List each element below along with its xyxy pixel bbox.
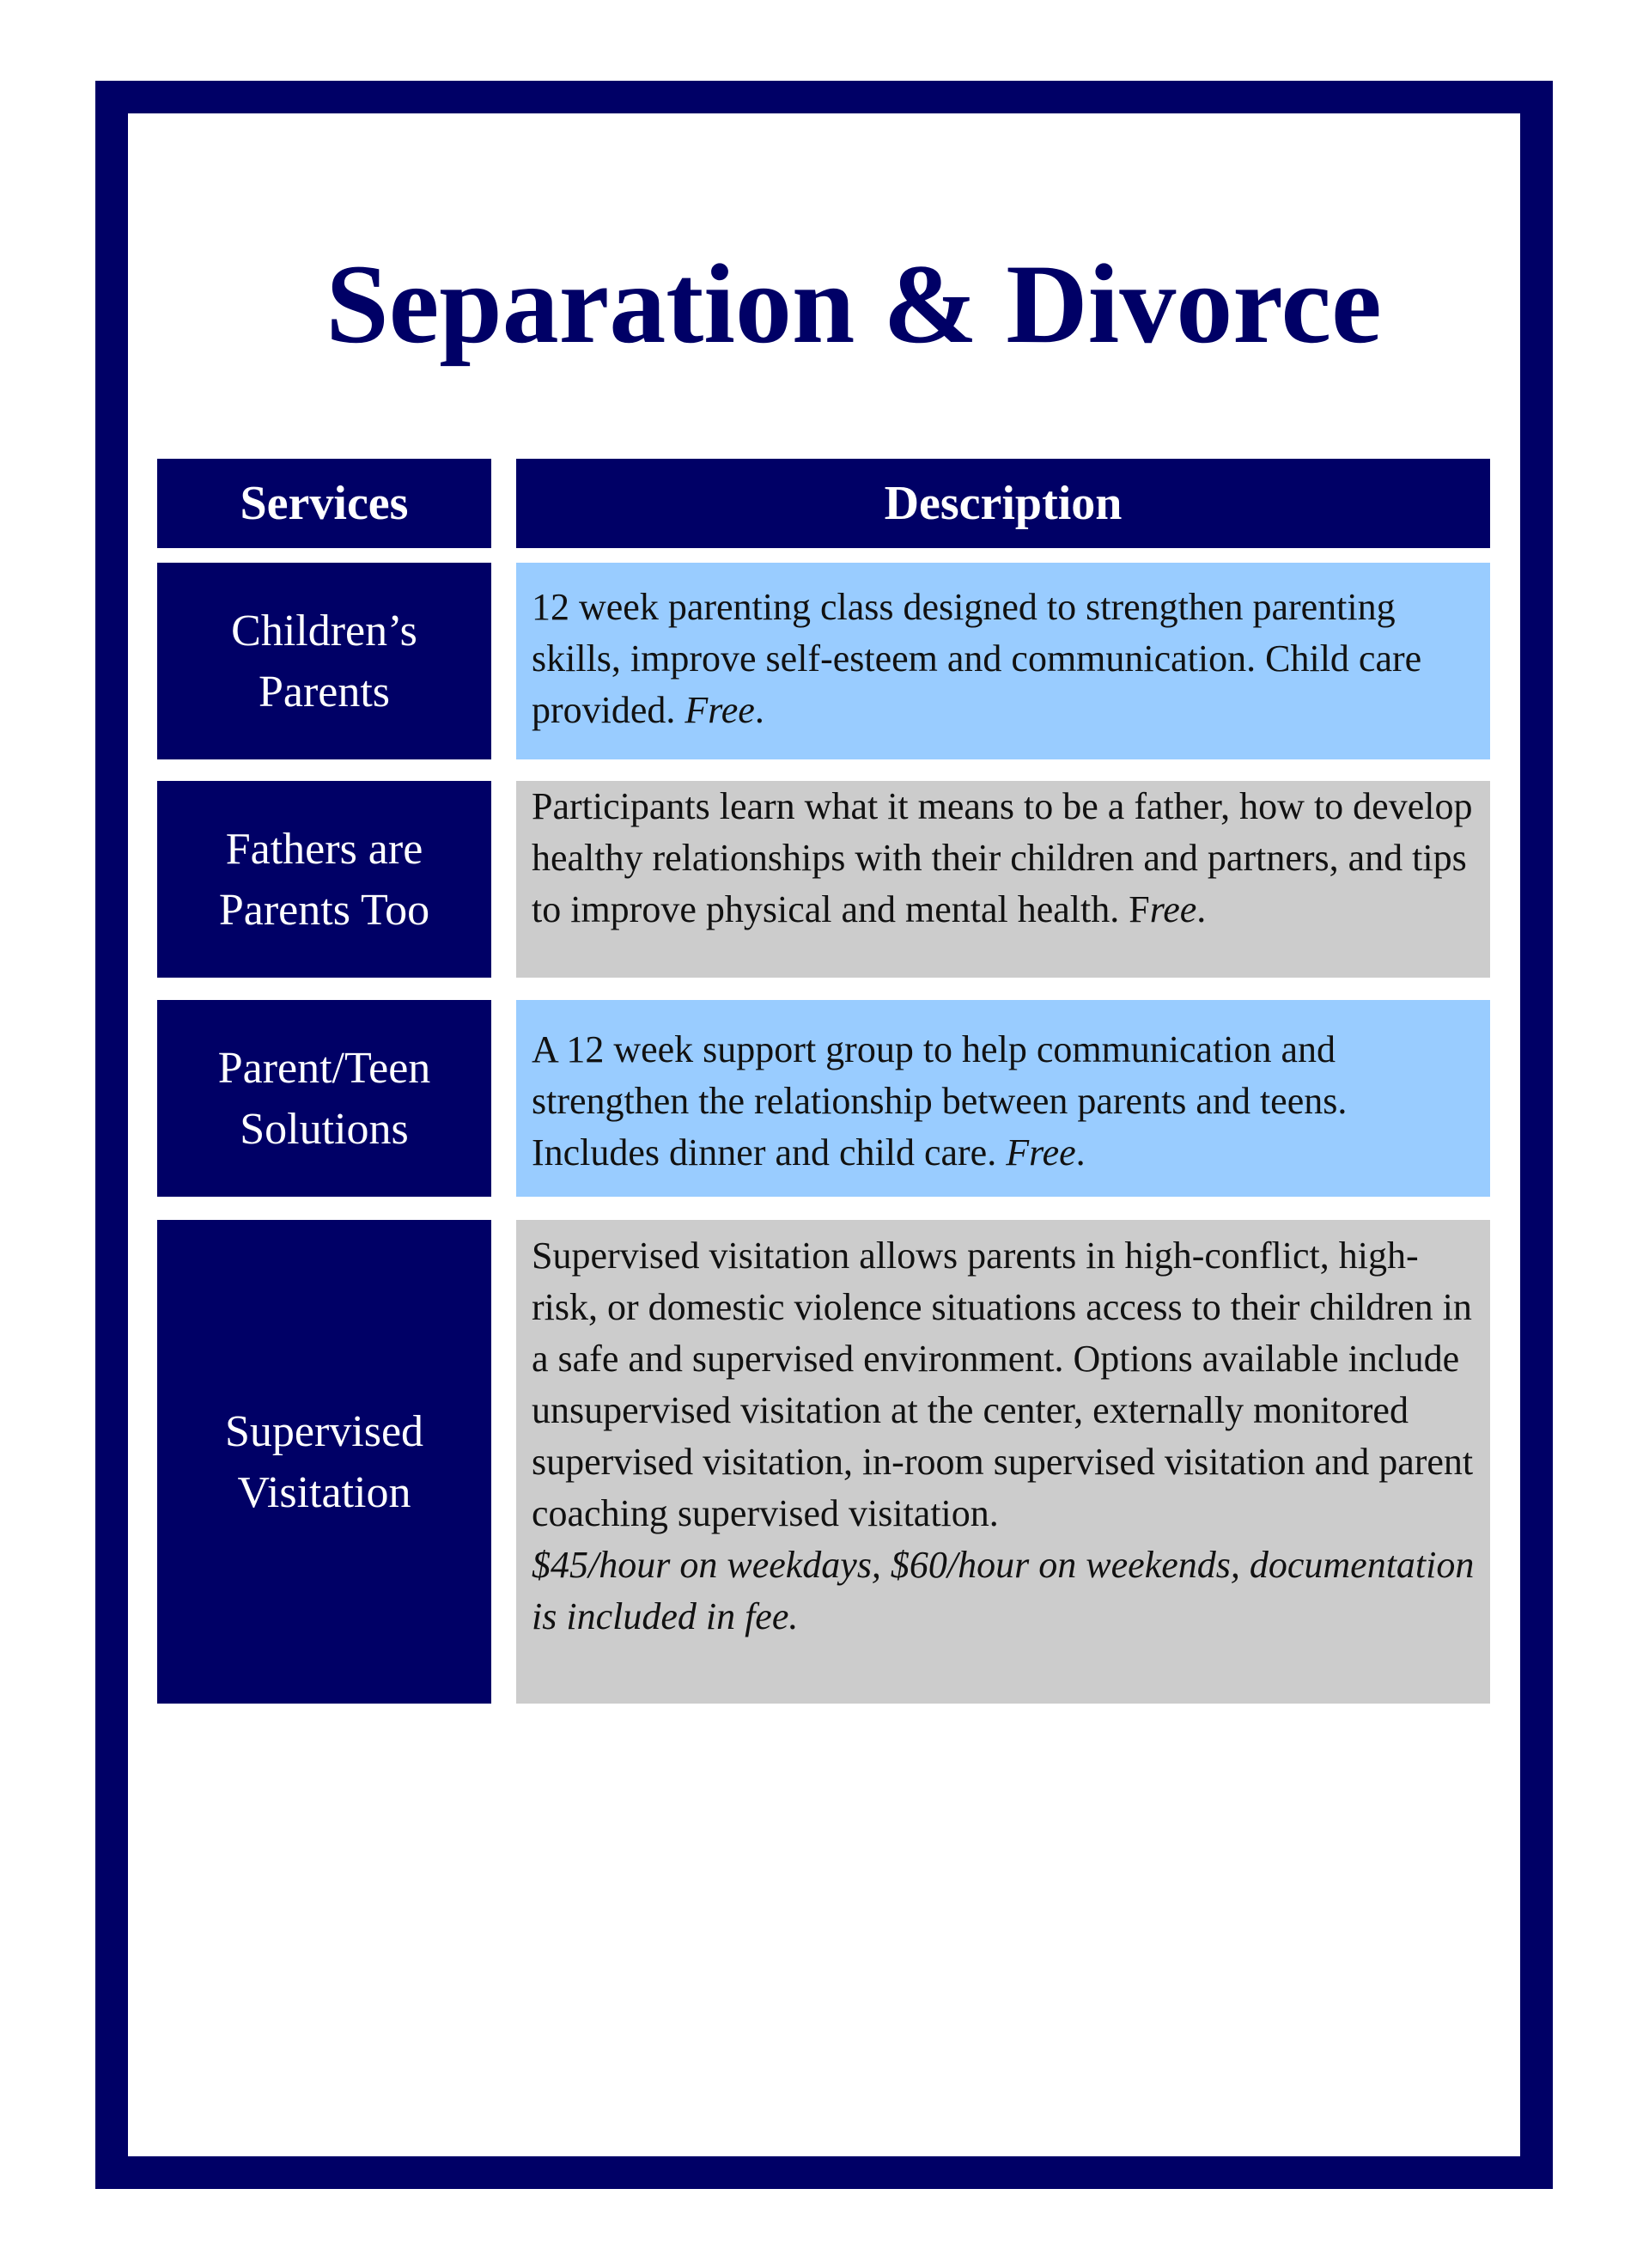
service-description	[516, 781, 1490, 978]
description-body: 12 week parenting class designed to strengthen parenting skills, improve self-esteem and communication. Child care provided.	[532, 586, 1422, 731]
price-note-suffix: .	[1075, 1131, 1086, 1174]
description-body: Participants learn what it means to be a father, how to develop healthy relationships with their children and partners, and tips to improve physical and mental health. F	[532, 785, 1473, 930]
description-text: Supervised visitation allows parents in high-conflict, high-risk, or domestic violence situations access to their children in a safe and supervised environment. Options available include unsupervised visitation at the center, externally monitored supervised visitation, in-room supervised visitation and parent coaching supervised visitation.	[532, 1235, 1474, 1534]
page-title: Separation & Divorce	[326, 241, 1382, 367]
price-note-suffix: .	[754, 689, 764, 731]
services-header: Services	[157, 459, 491, 548]
service-name	[157, 781, 491, 978]
description-text	[532, 582, 1482, 736]
service-description	[516, 1000, 1490, 1197]
service-name-text: Supervised Visitation	[224, 1406, 424, 1517]
description-text	[532, 1024, 1482, 1179]
description-header: Description	[516, 459, 1490, 548]
price-note: ree	[1149, 888, 1197, 930]
price-note-suffix: .	[1196, 888, 1207, 930]
service-name-text: Parent/Teen Solutions	[217, 1043, 431, 1154]
price-note: Free	[1006, 1131, 1076, 1174]
service-name	[157, 1220, 491, 1704]
service-description	[516, 1220, 1490, 1704]
description-body: A 12 week support group to help communication and strengthen the relationship between parents and teens. Includes dinner and child care.	[532, 1028, 1348, 1174]
pricing-text: $45/hour on weekdays, $60/hour on weekends, documentation is included in fee.	[532, 1544, 1475, 1637]
description-text	[532, 781, 1482, 936]
service-name-text: Children’s Parents	[231, 606, 417, 716]
service-description	[516, 563, 1490, 759]
price-note: Free	[685, 689, 755, 731]
service-name	[157, 563, 491, 759]
service-name	[157, 1000, 491, 1197]
service-name-text: Fathers are Parents Too	[218, 824, 430, 935]
